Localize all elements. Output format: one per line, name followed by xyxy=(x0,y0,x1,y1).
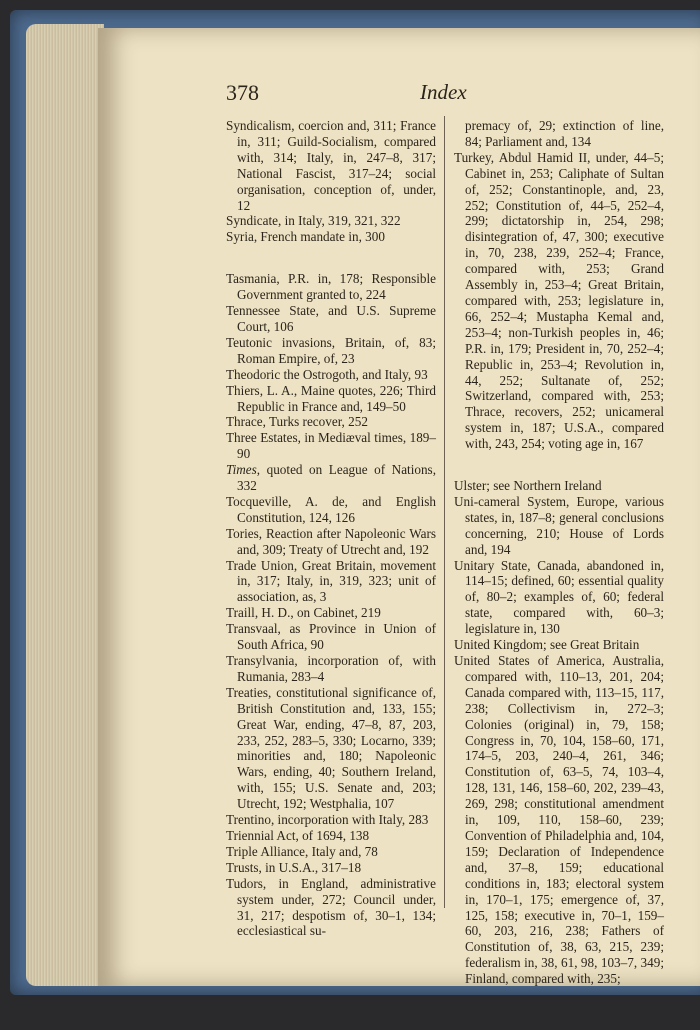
index-entry xyxy=(226,213,436,229)
index-entry-text: Syndicalism, coercion and, 311; France in, 311; Guild-Socialism, compared with, 314; Italy, in, 247–8, 317; National Fascist, 317–24; social organisation, conception of, under, 12 xyxy=(226,118,436,213)
index-entry-text: Tocqueville, A. de, and English Constitution, 124, 126 xyxy=(226,493,436,525)
running-title: Index xyxy=(420,80,467,104)
index-entry xyxy=(226,558,436,606)
section-gap xyxy=(454,452,664,478)
index-entry xyxy=(226,271,436,303)
index-entry xyxy=(226,605,436,621)
index-entry xyxy=(454,637,664,653)
index-entry xyxy=(454,494,664,558)
index-entry-text: , quoted on League of Nations, 332 xyxy=(237,462,436,494)
index-entry-text: Ulster; see Northern Ireland xyxy=(454,478,602,494)
index-entry xyxy=(226,462,436,494)
index-entry-text: Tories, Reaction after Napoleonic Wars and, 309; Treaty of Utrecht and, 192 xyxy=(226,525,436,557)
index-entry xyxy=(226,685,436,812)
index-entry-text: Transylvania, incorporation of, with Rumania, 283–4 xyxy=(226,653,436,684)
book-page xyxy=(98,28,700,986)
index-entry-text: Syndicate, in Italy, 319, 321, 322 xyxy=(226,213,401,229)
index-entry xyxy=(226,383,436,415)
index-entry-text: Trentino, incorporation with Italy, 283 xyxy=(226,812,429,828)
index-entry xyxy=(454,150,664,452)
index-entry-text: Thrace, Turks recover, 252 xyxy=(226,414,368,430)
index-entry xyxy=(454,558,664,638)
index-entry-text: United States of America, Australia, compared with, 110–13, 201, 204; Canada compared with, 113–15, 117, 238; Collectivism in, 272–3; Colonies (original) in, 79, 158; Congress in, 70, 104, 158–60, 171, 174–5, 203, 240–4, 261, 346; Constitution of, 63–5, 74, 103–4, 128, 131, 146, 158–60, 202, 239–43, 269, 298; constitutional amendment in, 109, 110, 158–60, 239; Convention of Philadelphia and, 104, 159; Declaration of Independence and, 37–8, 159; educational conditions in, 183; electoral system in, 170–1, 175; emergence of, 37, 125, 158; executive in, 70–1, 159–60, 203, 216, 238; Fathers of Constitution of, 38, 63, 215, 239; federalism in, 38, 61, 98, 103–7, 349; Finland, compared with, 235; xyxy=(454,653,664,986)
index-entry-text: Tudors, in England, administrative system under, 272; Council under, 31, 217; despotism of, 30–1, 134; ecclesiastical su- xyxy=(226,875,436,939)
index-entry xyxy=(226,876,436,940)
index-entry xyxy=(226,303,436,335)
index-entry xyxy=(454,478,664,494)
index-entry xyxy=(454,653,664,986)
column-divider xyxy=(444,116,445,908)
index-entry xyxy=(226,414,436,430)
index-entry xyxy=(226,430,436,462)
index-entry-text: Triple Alliance, Italy and, 78 xyxy=(226,843,378,859)
index-entry-text: Theodoric the Ostrogoth, and Italy, 93 xyxy=(226,366,428,382)
index-entry xyxy=(226,526,436,558)
index-entry xyxy=(226,860,436,876)
page-edges xyxy=(26,24,104,986)
index-entry xyxy=(226,812,436,828)
index-entry xyxy=(226,229,436,245)
index-entry-text: Teutonic invasions, Britain, of, 83; Roman Empire, of, 23 xyxy=(226,334,436,366)
index-entry-text: Three Estates, in Mediæval times, 189–90 xyxy=(226,430,436,462)
index-column-left xyxy=(226,118,436,939)
page-number: 378 xyxy=(226,80,259,105)
index-entry-text: Syria, French mandate in, 300 xyxy=(226,229,385,245)
index-entry-text: United Kingdom; see Great Britain xyxy=(454,637,640,653)
index-entry-italic: Times xyxy=(226,462,257,478)
index-entry-continued xyxy=(454,118,664,150)
index-entry-text: Tennessee State, and U.S. Supreme Court, 106 xyxy=(226,303,436,334)
index-entry-text: Uni-cameral System, Europe, various states, in, 187–8; general conclusions concerning, 210; House of Lords and, 194 xyxy=(454,493,664,557)
index-entry-text: Thiers, L. A., Maine quotes, 226; Third Republic in France and, 149–50 xyxy=(226,382,436,414)
index-entry-text: Turkey, Abdul Hamid II, under, 44–5; Cabinet in, 253; Caliphate of Sultan of, 252; Constantinople, and, 23, 252; Constitution of, 44–5, 252–4, 299; dictatorship in, 254, 298; disintegration of, 47, 300; executive in, 70, 238, 239, 252–4; France, compared with, 253; Grand Assembly in, 253–4; Great Britain, compared with, 253; legislature in, 66, 252–4; Mustapha Kemal and, 253–4; non-Turkish peoples in, 46; P.R. in, 179; President in, 70, 252–4; Republic in, 253–4; Revolution in, 44, 252; Sultanate of, 252; Switzerland, compared with, 253; Thrace, recovers, 252; unicameral system in, 187; U.S.A., compared with, 243, 254; voting age in, 167 xyxy=(454,149,664,452)
index-entry xyxy=(226,653,436,685)
index-entry-text: Traill, H. D., on Cabinet, 219 xyxy=(226,605,381,621)
index-entry xyxy=(226,621,436,653)
index-column-right xyxy=(454,118,664,986)
index-entry xyxy=(226,367,436,383)
index-entry-text: Transvaal, as Province in Union of South Africa, 90 xyxy=(226,621,436,653)
section-gap xyxy=(226,245,436,271)
index-entry-text: Trade Union, Great Britain, movement in, 317; Italy, in, 319, 323; unit of association, as, 3 xyxy=(226,557,436,605)
index-entry-text: Trusts, in U.S.A., 317–18 xyxy=(226,859,362,875)
page-header xyxy=(98,80,700,110)
index-entry-text: Treaties, constitutional significance of, British Constitution and, 133, 155; Great War, ending, 47–8, 87, 203, 233, 252, 283–5, 330; Locarno, 339; minorities and, 180; Napoleonic Wars, ending, 40; Southern Ireland, with, 155; U.S. Senate and, 203; Utrecht, 192; Westphalia, 107 xyxy=(226,684,436,812)
index-entry xyxy=(226,118,436,213)
index-entry-text: Unitary State, Canada, abandoned in, 114–15; defined, 60; essential quality of, 80–2; examples of, 60; federal state, compared with, 60–3; legislature in, 130 xyxy=(454,557,664,637)
index-entry-text: premacy of, 29; extinction of line, 84; Parliament and, 134 xyxy=(465,118,664,149)
index-entry xyxy=(226,828,436,844)
index-entry-text: Tasmania, P.R. in, 178; Responsible Government granted to, 224 xyxy=(226,271,436,303)
index-entry xyxy=(226,335,436,367)
index-entry xyxy=(226,844,436,860)
index-entry xyxy=(226,494,436,526)
index-entry-text: Triennial Act, of 1694, 138 xyxy=(226,827,370,843)
